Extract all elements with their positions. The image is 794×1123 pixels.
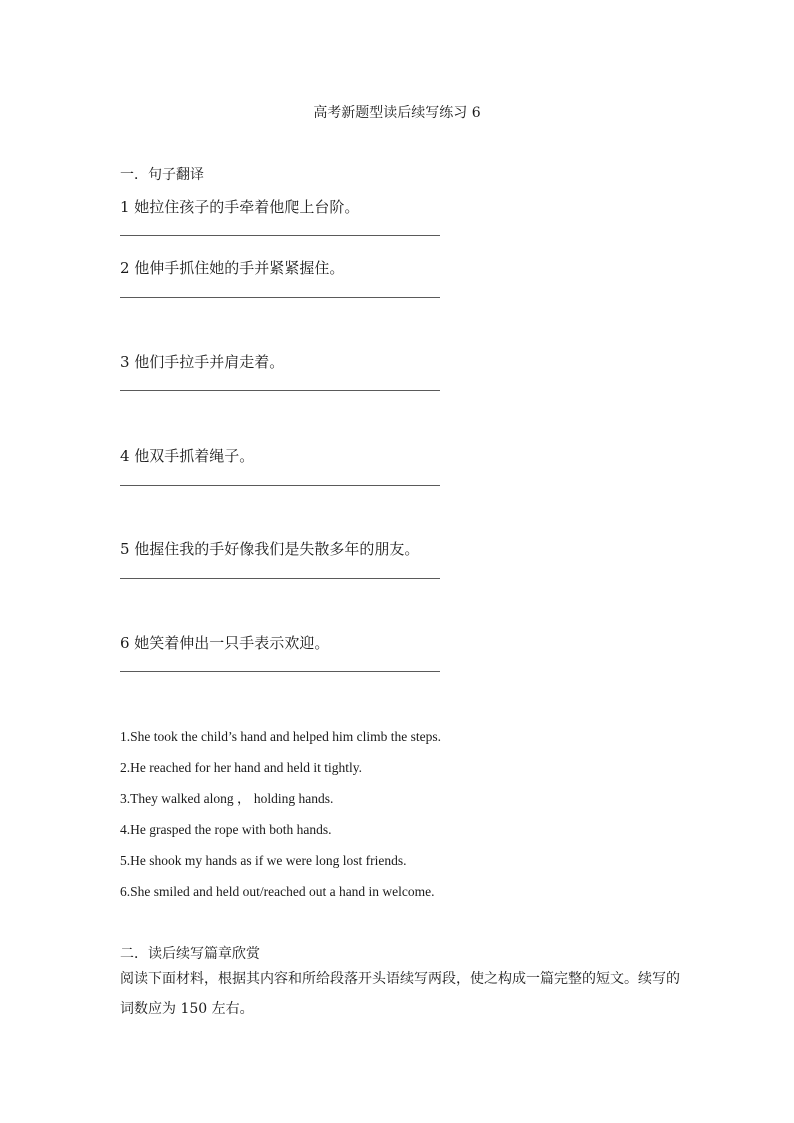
section-heading-translation: 一．句子翻译 bbox=[120, 167, 204, 183]
answer-sentence-5: 5.He shook my hands as if we were long lost friends. bbox=[120, 853, 407, 868]
instruction-paragraph: 阅读下面材料，根据其内容和所给段落开头语续写两段，使之构成一篇完整的短文。续写的词数应为 150 左右。 bbox=[120, 971, 680, 1017]
answer-line-5[interactable] bbox=[120, 578, 440, 579]
answer-line-4[interactable] bbox=[120, 485, 440, 486]
page-title: 高考新题型读后续写练习 6 bbox=[313, 105, 481, 121]
question-5: 5 他握住我的手好像我们是失散多年的朋友。 bbox=[120, 540, 420, 558]
answer-line-3[interactable] bbox=[120, 390, 440, 391]
answer-sentence-3: 3.They walked along ， holding hands. bbox=[120, 791, 334, 806]
answer-line-1[interactable] bbox=[120, 235, 440, 236]
answer-line-2[interactable] bbox=[120, 297, 440, 298]
section-heading-continuation: 二．读后续写篇章欣赏 bbox=[120, 946, 260, 962]
answer-sentence-1: 1.She took the child’s hand and helped him climb the steps. bbox=[120, 729, 441, 744]
question-1: 1 她拉住孩子的手牵着他爬上台阶。 bbox=[120, 198, 360, 216]
question-4: 4 他双手抓着绳子。 bbox=[120, 447, 255, 465]
answer-sentence-4: 4.He grasped the rope with both hands. bbox=[120, 822, 332, 837]
question-3: 3 他们手拉手并肩走着。 bbox=[120, 353, 285, 371]
answer-sentence-6: 6.She smiled and held out/reached out a hand in welcome. bbox=[120, 884, 435, 899]
question-6: 6 她笑着伸出一只手表示欢迎。 bbox=[120, 634, 330, 652]
answer-sentence-2: 2.He reached for her hand and held it tightly. bbox=[120, 760, 363, 775]
answer-line-6[interactable] bbox=[120, 671, 440, 672]
question-2: 2 他伸手抓住她的手并紧紧握住。 bbox=[120, 259, 345, 277]
